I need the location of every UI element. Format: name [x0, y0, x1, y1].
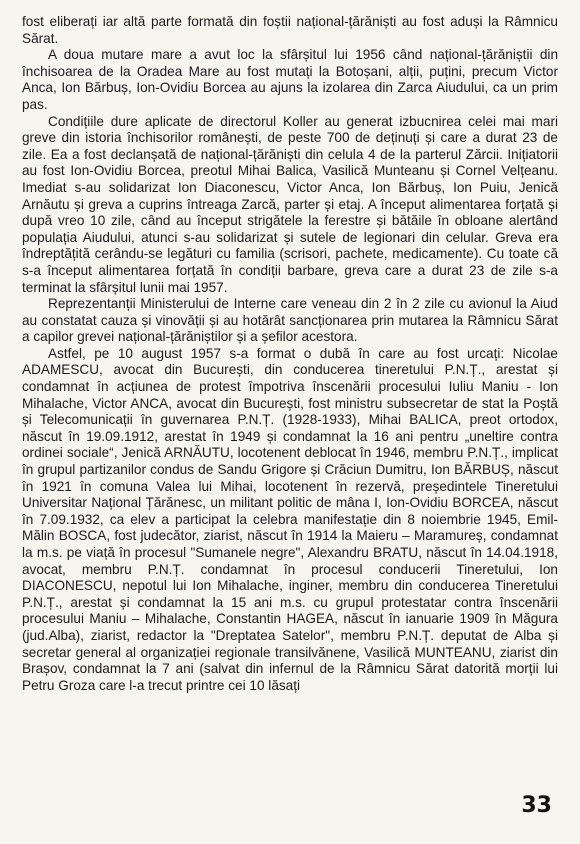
paragraph: Astfel, pe 10 august 1957 s-a format o dubă în care au fost urcați: Nicolae ADAMESCU, avocat din București, din conducerea tineretului P.N.Ț., arestat și condamnat în acțiunea de protest împotriva înscenării procesului Iuliu Maniu - Ion Mihalache, Victor ANCA, avocat din București, fost ministru subsecretar de stat la Poștă și Telecomunicații în guvernarea P.N.Ț. (1928-1933), Mihai BALICA, preot ortodox, născut în 19.09.1912, arestat în 1949 și condamnat la 16 ani pentru „uneltire contra ordinei sociale“, Jenică ARNĂUTU, locotenent deblocat în 1946, membru P.N.Ț., implicat în grupul partizanilor condus de Sandu Grigore și Crăciun Dumitru, Ion BĂRBUȘ, născut în 1921 în comuna Valea lui Mihai, locotenent în rezervă, președintele Tineretului Universitar Național Țărănesc, un militant politic de mâna I, Ion-Ovidiu BORCEA, născut în 7.09.1932, ca elev a participat la celebra manifestație din 8 noiembrie 1945, Emil-Mălin BOSCA, fost judecător, ziarist, născut în 1914 la Maieru – Maramureș, condamnat la m.s. pe viață în procesul "Sumanele negre", Alexandru BRATU, născut în 14.04.1918, avocat, membru P.N.Ț. condamnat în procesul conducerii Tineretului, Ion DIACONESCU, nepotul lui Ion Mihalache, inginer, membru din conducerea Tineretului P.N.Ț., arestat și condamnat la 15 ani m.s. cu grupul protestatar contra înscenării procesului Maniu – Mihalache, Constantin HAGEA, născut în ianuarie 1909 în Măgura (jud.Alba), ziarist, redactor la "Dreptatea Satelor", membru P.N.Ț. deputat de Alba și secretar general al organizației regionale transilvănene, Vasilică MUNTEANU, ziarist din Brașov, condamnat la 7 ani (salvat din infernul de la Râmnicu Sărat datorită morții lui Petru Groza care l-a trecut printre cei 10 lăsați: [22, 345, 558, 693]
paragraph: Reprezentanții Ministerului de Interne care veneau din 2 în 2 zile cu avionul la Aiud au constatat cauza și vinovății și au hotărât sancționarea prin mutarea la Râmnicu Sărat a capilor grevei național-țărăniștilor și a șefilor acestora.: [22, 296, 558, 345]
paragraph: fost eliberați iar altă parte formată din foștii național-țărăniști au fost aduși la Râmnicu Sărat.: [22, 14, 558, 46]
paragraph: Condițiile dure aplicate de directorul Koller au generat izbucnirea celei mai mari greve din istoria închisorilor românești, de peste 700 de deținuți și care a durat 23 de zile. Ea a fost declanșată de național-țărăniști din celula 4 de la parterul Zărcii. Inițiatorii au fost Ion-Ovidiu Borcea, preotul Mihai Balica, Vasilică Munteanu și Cornel Velțeanu. Imediat s-au solidarizat Ion Diaconescu, Victor Anca, Ion Bărbuș, Ion Puiu, Jenică Arnăutu și greva a cuprins întreaga Zarcă, parter și etaj. A început alimentarea forțată și după vreo 10 zile, când au început strigătele la ferestre și bătăile în obloane alertând populația Aiudului, atunci s-au solidarizat și sutele de legionari din celular. Greva era îndreptățită cerându-se legături cu familia (scrisori, pachete, medicamente). Cu toate că s-a început alimentarea forțată în condiții barbare, greva care a durat 23 de zile s-a terminat la sfârșitul lunii mai 1957.: [22, 113, 558, 295]
page-number: 33: [521, 793, 552, 818]
page-body: [22, 14, 558, 694]
paragraph: A doua mutare mare a avut loc la sfârșitul lui 1956 când național-țărăniștii din închisoarea de la Oradea Mare au fost mutați la Botoșani, alții, puțini, precum Victor Anca, Ion Bărbuș, Ion-Ovidiu Borcea au ajuns la izolarea din Zarca Aiudului, ca un prim pas.: [22, 47, 558, 112]
